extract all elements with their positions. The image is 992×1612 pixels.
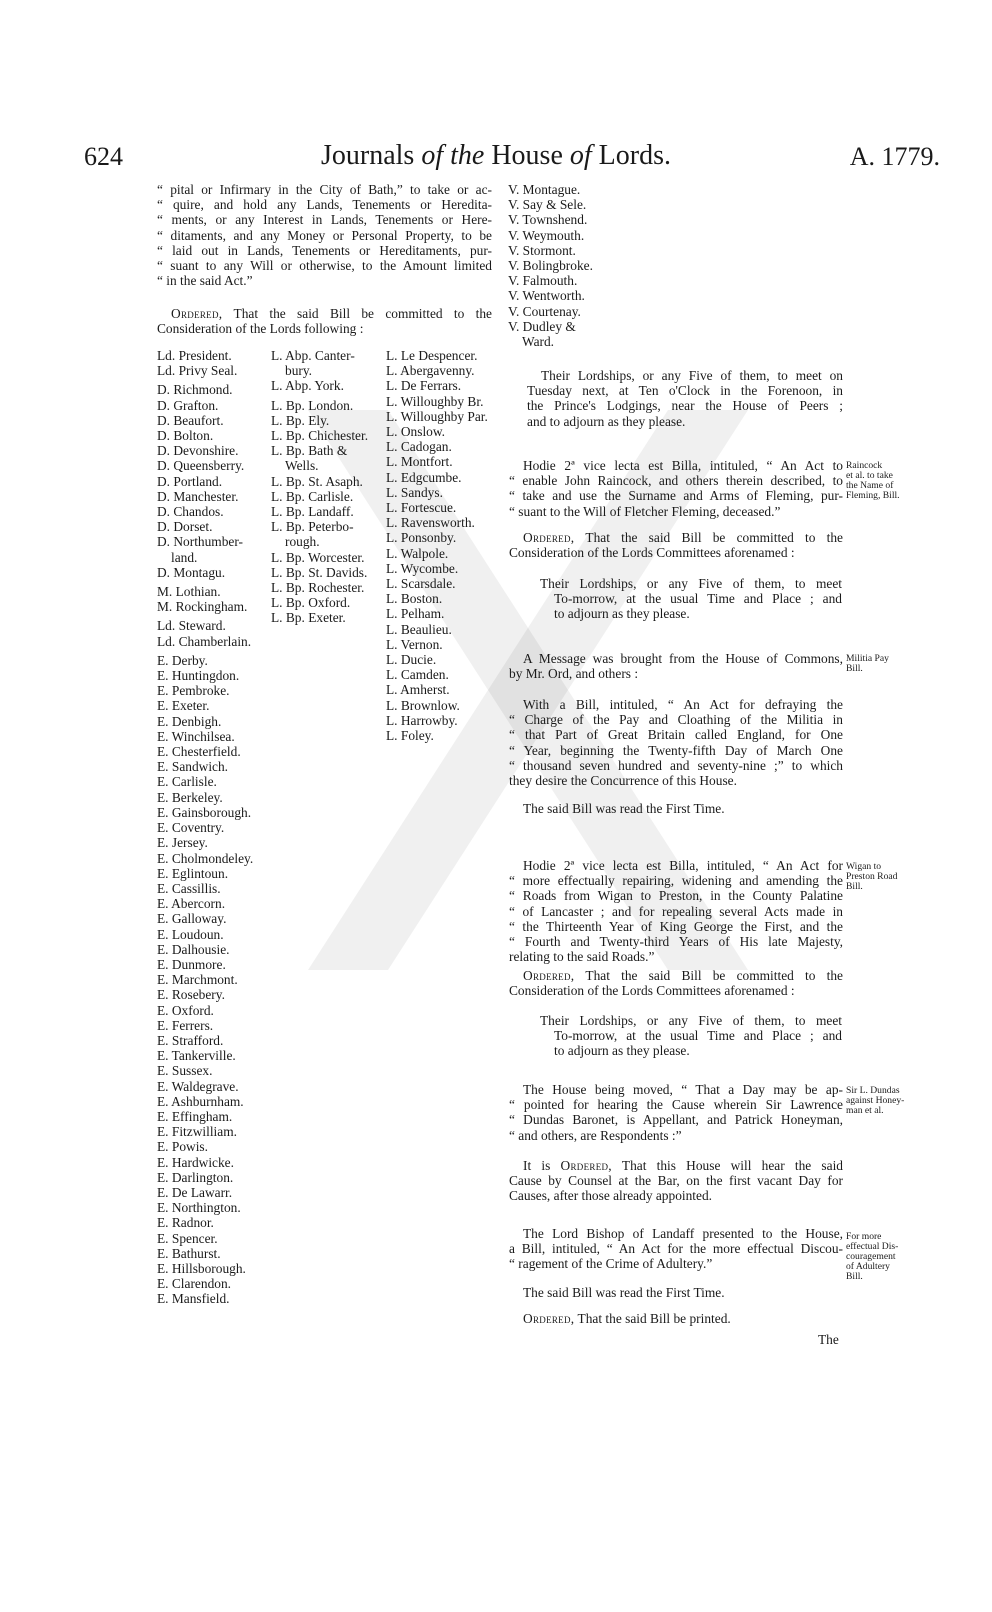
lord-name: L. Willoughby Par. xyxy=(386,408,488,424)
lord-name: E. Dunmore. xyxy=(157,956,226,972)
first-reading-2: The said Bill was read the First Time. xyxy=(523,1285,725,1300)
ordered-committee-3: Ordered, That the said Bill be committed to the Consideration of the Lords Committees aforenamed : xyxy=(509,968,844,999)
lord-name: L. Bp. Worcester. xyxy=(271,549,365,565)
lord-name: E. Darlington. xyxy=(157,1169,234,1185)
lord-name: L. Walpole. xyxy=(386,545,449,561)
commons-message: A Message was brought from the House of Commons, by Mr. Ord, and others : xyxy=(509,651,843,682)
viscount-name: Ward. xyxy=(522,334,555,350)
lord-name: Wells. xyxy=(285,458,319,474)
lord-name: D. Portland. xyxy=(157,473,223,489)
lord-name: L. Bp. Ely. xyxy=(271,412,330,428)
lord-name: E. Waldegrave. xyxy=(157,1078,239,1094)
dundas-motion: The House being moved, “ That a Day may be ap- “ pointed for hearing the Cause wherein Sir Lawrence “ Dundas Baronet, is Appellant, and Patrick Honeyman, “ and others, are Respondents :” xyxy=(509,1082,843,1143)
lord-name: D. Queensberry. xyxy=(157,458,245,474)
catchword: The xyxy=(818,1332,839,1347)
lord-name: E. Oxford. xyxy=(157,1002,214,1018)
ordered-committee-1: Ordered, That the said Bill be committed to the Consideration of the Lords following : xyxy=(157,306,493,337)
meeting-order-1: Their Lordships, or any Five of them, to meet on Tuesday next, at Ten o'Clock in the Forenoon, in the Prince's Lodgings, near the House of Peers ; and to adjourn as they please. xyxy=(527,368,843,429)
viscounts-list xyxy=(508,182,593,349)
lord-name: E. Hardwicke. xyxy=(157,1154,234,1170)
wigan-bill-reading: Hodie 2ª vice lecta est Billa, intituled, “ An Act for “ more effectually repairing, widening and amending the “ Roads from Wigan to Preston, in the County Palatine “ of Lancaster ; and for repealing several Acts made in “ the Thirteenth Year of King George the First, and the “ Fourth and Twenty-third Years of His late Majesty, relating to the said Roads.” xyxy=(509,858,843,965)
lord-name: E. Loudoun. xyxy=(157,926,224,942)
lords-column-2 xyxy=(271,348,368,626)
viscount-name: V. Say & Sele. xyxy=(508,197,587,213)
lord-name: E. Ferrers. xyxy=(157,1017,214,1033)
lord-name: E. Derby. xyxy=(157,652,208,668)
bath-bill-continuation: “ pital or Infirmary in the City of Bath,” to take or ac- “ quire, and hold any Lands, Tenements or Heredita- “ ments, or any Interest in Lands, Tenements or Here- “ ditaments, and any Money or Personal Property, to be “ laid out in Lands, Tenements or Hereditaments, pur- “ suant to any Will or otherwise, to the Amount limited “ in the said Act.” xyxy=(157,182,492,289)
lord-name: E. Denbigh. xyxy=(157,713,222,729)
lord-name: L. Bp. Chichester. xyxy=(271,428,369,444)
lord-name: L. Abergavenny. xyxy=(386,363,475,379)
lord-name: D. Bolton. xyxy=(157,428,214,444)
lord-name: D. Dorset. xyxy=(157,519,213,535)
running-title: Journals of the House of Lords. xyxy=(321,140,671,171)
lord-name: L. Bp. Oxford. xyxy=(271,595,351,611)
lord-name: E. Powis. xyxy=(157,1139,208,1155)
first-reading-1: The said Bill was read the First Time. xyxy=(523,801,725,816)
lord-name: L. Brownlow. xyxy=(386,697,460,713)
lord-name: E. Bathurst. xyxy=(157,1245,221,1261)
lord-name: D. Northumber- xyxy=(157,534,244,550)
lord-name: E. Cholmondeley. xyxy=(157,850,254,866)
lord-name: land. xyxy=(171,549,198,565)
lord-name: L. Pelham. xyxy=(386,606,445,622)
lord-name: E. Winchilsea. xyxy=(157,728,235,744)
lord-name: D. Manchester. xyxy=(157,488,239,504)
lord-name: L. Wycombe. xyxy=(386,560,459,576)
lord-name: L. Onslow. xyxy=(386,424,446,440)
lord-name: L. Fortescue. xyxy=(386,500,457,516)
ordered-committee-2: Ordered, That the said Bill be committed to the Consideration of the Lords Committees aforenamed : xyxy=(509,530,844,561)
lord-name: bury. xyxy=(285,363,313,379)
viscount-name: V. Dudley & xyxy=(508,318,576,334)
lord-name: E. Galloway. xyxy=(157,911,227,927)
lord-name: L. Bp. Exeter. xyxy=(271,610,346,626)
lord-name: E. Hillsborough. xyxy=(157,1260,246,1276)
lord-name: Ld. President. xyxy=(157,348,232,363)
lord-name: L. Harrowby. xyxy=(386,712,458,728)
lord-name: E. Mansfield. xyxy=(157,1291,230,1307)
lord-name: E. Rosebery. xyxy=(157,987,225,1003)
viscount-name: V. Montague. xyxy=(508,182,581,197)
lord-name: L. Bp. Peterbo- xyxy=(271,519,354,535)
lord-name: L. Abp. Canter- xyxy=(271,348,355,363)
lord-name: E. Sandwich. xyxy=(157,759,229,775)
lord-name: E. Clarendon. xyxy=(157,1276,232,1292)
lord-name: L. Bp. St. Davids. xyxy=(271,564,368,580)
lord-name: E. Gainsborough. xyxy=(157,804,252,820)
lord-name: E. Sussex. xyxy=(157,1063,213,1079)
lord-name: E. Berkeley. xyxy=(157,789,223,805)
lord-name: Ld. Chamberlain. xyxy=(157,633,252,649)
lord-name: E. Northington. xyxy=(157,1200,241,1216)
lords-column-1 xyxy=(157,348,253,1307)
lord-name: E. Marchmont. xyxy=(157,972,238,988)
lord-name: L. Le Despencer. xyxy=(386,348,478,363)
lord-name: L. Bp. St. Asaph. xyxy=(271,473,363,489)
viscount-name: V. Falmouth. xyxy=(508,273,578,289)
lord-name: L. Vernon. xyxy=(386,636,443,652)
lord-name: E. Cassillis. xyxy=(157,880,221,896)
margin-note-militia: Militia Pay Bill. xyxy=(846,653,889,674)
lord-name: E. Coventry. xyxy=(157,820,225,836)
lord-name: L. Bp. Rochester. xyxy=(271,580,365,596)
viscount-name: V. Townshend. xyxy=(508,212,588,228)
lord-name: L. Boston. xyxy=(386,591,443,607)
lord-name: M. Rockingham. xyxy=(157,599,248,615)
lord-name: E. Strafford. xyxy=(157,1032,224,1048)
lord-name: L. Camden. xyxy=(386,667,449,683)
lord-name: L. Sandys. xyxy=(386,484,443,500)
militia-bill-text: With a Bill, intituled, “ An Act for defraying the “ Charge of the Pay and Cloathing of the Militia in “ that Part of Great Britain called England, for One “ Year, beginning the Twenty-fifth Day of March One “ thousand seven hundred and seventy-nine ;” to which they desire the Concurrence of this House. xyxy=(509,697,843,789)
lord-name: L. Bp. London. xyxy=(271,397,354,413)
lord-name: D. Grafton. xyxy=(157,397,219,413)
meeting-order-3: Their Lordships, or any Five of them, to meet To-morrow, at the usual Time and Place ; and to adjourn as they please. xyxy=(540,1013,842,1059)
viscount-name: V. Weymouth. xyxy=(508,227,585,243)
lord-name: D. Montagu. xyxy=(157,564,226,580)
margin-note-raincock: Raincock et al. to take the Name of Fleming, Bill. xyxy=(846,460,900,501)
year: A. 1779. xyxy=(849,142,940,171)
meeting-order-2: Their Lordships, or any Five of them, to meet To-morrow, at the usual Time and Place ; and to adjourn as they please. xyxy=(540,576,842,622)
lord-name: E. Pembroke. xyxy=(157,683,230,699)
lord-name: L. Cadogan. xyxy=(386,439,452,455)
page-number: 624 xyxy=(84,142,123,171)
lord-name: D. Devonshire. xyxy=(157,443,239,459)
printing-order: Ordered, That the said Bill be printed. xyxy=(523,1311,731,1326)
lord-name: E. Ashburnham. xyxy=(157,1093,244,1109)
lord-name: rough. xyxy=(285,534,320,550)
lord-name: E. Eglintoun. xyxy=(157,865,229,881)
lord-name: D. Richmond. xyxy=(157,382,233,398)
lord-name: E. Jersey. xyxy=(157,835,208,851)
viscount-name: V. Bolingbroke. xyxy=(508,258,593,274)
lord-name: E. Dalhousie. xyxy=(157,941,230,957)
lord-name: L. Ponsonby. xyxy=(386,530,457,546)
lord-name: E. De Lawarr. xyxy=(157,1184,233,1200)
lord-name: L. Montfort. xyxy=(386,454,453,470)
lord-name: E. Exeter. xyxy=(157,698,210,714)
lord-name: L. Ducie. xyxy=(386,652,437,668)
viscount-name: V. Wentworth. xyxy=(508,288,585,304)
margin-note-wigan: Wigan to Preston Road Bill. xyxy=(846,861,898,892)
lord-name: Ld. Privy Seal. xyxy=(157,363,238,379)
lord-name: E. Chesterfield. xyxy=(157,744,241,760)
lord-name: E. Spencer. xyxy=(157,1230,218,1246)
lord-name: E. Radnor. xyxy=(157,1215,214,1231)
raincock-bill-reading: Hodie 2ª vice lecta est Billa, intituled, “ An Act to “ enable John Raincock, and others therein described, to “ take and use the Surname and Arms of Fleming, pur- “ suant to the Will of Fletcher Fleming, deceased.” xyxy=(509,458,843,519)
lord-name: L. Bp. Carlisle. xyxy=(271,488,354,504)
lord-name: E. Tankerville. xyxy=(157,1048,236,1064)
lord-name: E. Effingham. xyxy=(157,1108,233,1124)
lord-name: L. Bp. Bath & xyxy=(271,443,348,459)
landaff-bill-presented: The Lord Bishop of Landaff presented to the House, a Bill, intituled, “ An Act for the more effectual Discou- “ ragement of the Crime of Adultery.” xyxy=(509,1226,843,1272)
lord-name: L. Abp. York. xyxy=(271,378,344,394)
viscount-name: V. Stormont. xyxy=(508,242,576,258)
lord-name: L. Edgcumbe. xyxy=(386,469,462,485)
lord-name: Ld. Steward. xyxy=(157,618,226,634)
lord-name: L. Beaulieu. xyxy=(386,621,452,637)
lord-name: D. Chandos. xyxy=(157,504,224,520)
lord-name: L. Scarsdale. xyxy=(386,576,456,592)
lord-name: L. De Ferrars. xyxy=(386,378,462,394)
lord-name: L. Ravensworth. xyxy=(386,515,475,531)
hearing-order: It is Ordered, That this House will hear the said Cause by Counsel at the Bar, on the first vacant Day for Causes, after those already appointed. xyxy=(509,1158,843,1204)
margin-note-adultery: For more effectual Dis- couragement of Adultery Bill. xyxy=(846,1231,899,1282)
lords-column-3 xyxy=(386,348,488,743)
lord-name: M. Lothian. xyxy=(157,584,221,600)
lord-name: L. Amherst. xyxy=(386,682,450,698)
lord-name: E. Abercorn. xyxy=(157,896,226,912)
lord-name: E. Fitzwilliam. xyxy=(157,1124,237,1140)
lord-name: L. Willoughby Br. xyxy=(386,393,484,409)
lord-name: L. Foley. xyxy=(386,728,434,744)
lord-name: E. Carlisle. xyxy=(157,774,217,790)
margin-note-dundas: Sir L. Dundas against Honey- man et al. xyxy=(846,1085,905,1116)
viscount-name: V. Courtenay. xyxy=(508,303,581,319)
lord-name: L. Bp. Landaff. xyxy=(271,504,354,520)
lord-name: D. Beaufort. xyxy=(157,412,224,428)
lord-name: E. Huntingdon. xyxy=(157,668,240,684)
